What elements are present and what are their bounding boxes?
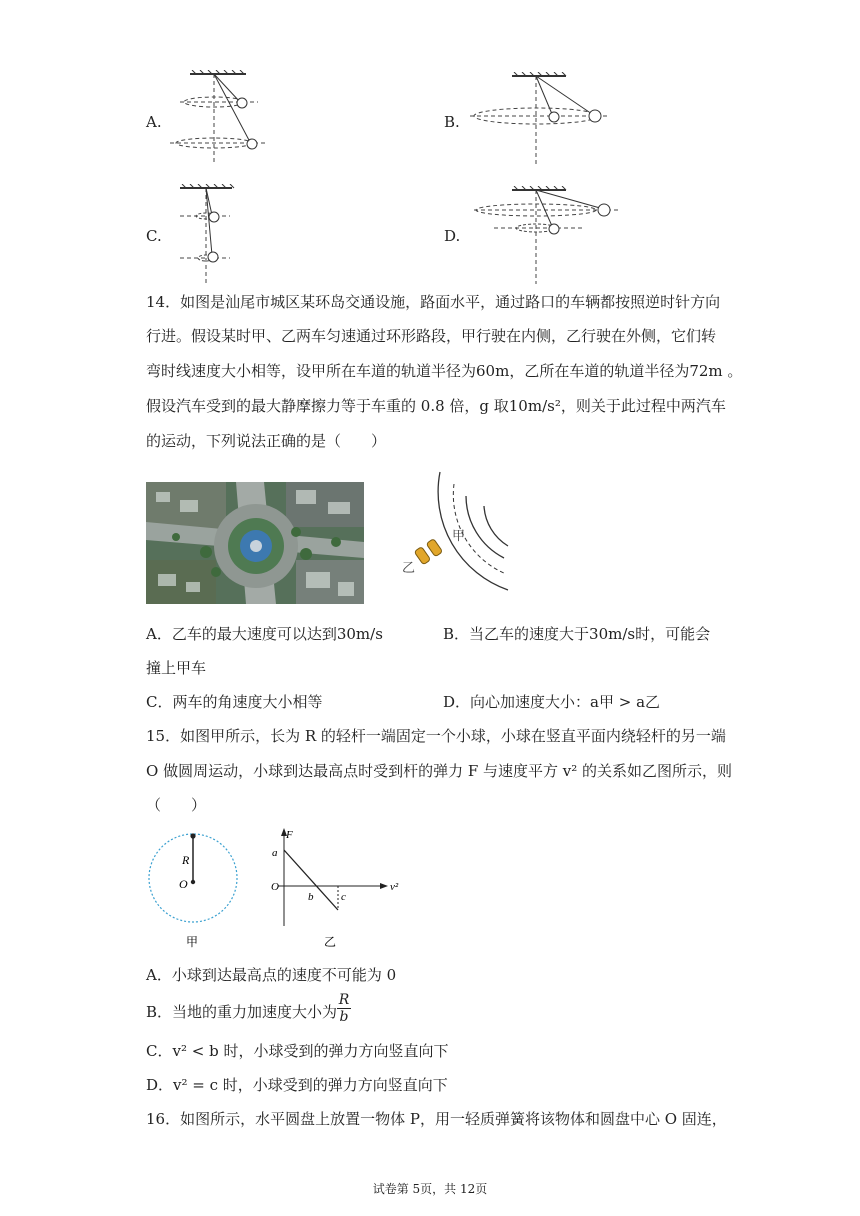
q14-line-3: 弯时线速度大小相等，设甲所在车道的轨道半径为60m，乙所在车道的轨道半径为72m 。 (146, 362, 743, 380)
option-c-label: C. (146, 227, 162, 245)
fraction-R-over-b (337, 992, 351, 1025)
fraction-numerator: R (338, 992, 350, 1008)
q15-line-3: （ ） (146, 796, 207, 814)
option-b-label: B. (444, 113, 460, 131)
graph-label-a: a (272, 847, 278, 859)
q15-option-a: A．小球到达最高点的速度不可能为 0 (146, 966, 397, 984)
q15-option-c: C．v² < b 时，小球受到的弹力方向竖直向下 (146, 1042, 449, 1060)
force-velocity-graph (268, 826, 408, 952)
page-footer: 试卷第 5页，共 12页 (372, 1182, 488, 1196)
option-d-label: D. (444, 227, 461, 245)
pendulum-figure-a (168, 70, 278, 162)
graph-label-c: c (341, 891, 346, 903)
track-label-yi: 乙 (402, 560, 416, 575)
fraction-denominator: b (339, 1009, 349, 1025)
graph-label-b: b (308, 891, 314, 903)
label-R: R (182, 853, 190, 867)
option-a-label: A. (146, 113, 162, 131)
q14-option-d: D．向心加速度大小：a甲 > a乙 (443, 693, 661, 711)
q15-line-2: O 做圆周运动，小球到达最高点时受到杆的弹力 F 与速度平方 v² 的关系如乙图所示，则 (146, 762, 733, 780)
fig1-caption: 甲 (186, 935, 199, 949)
pendulum-figure-b (470, 72, 620, 164)
pendulum-figure-d (474, 186, 624, 286)
q15-option-b (146, 1002, 337, 1022)
q14-line-2: 行进。假设某时甲、乙两车匀速通过环形路段，甲行驶在内侧，乙行驶在外侧，它们转 (146, 327, 717, 345)
rod-circle-figure (146, 830, 246, 952)
fig2-caption: 乙 (324, 935, 337, 949)
q14-option-a: A．乙车的最大速度可以达到30m/s (146, 625, 383, 643)
q15-option-d: D．v² = c 时，小球受到的弹力方向竖直向下 (146, 1076, 448, 1094)
q15-option-b-prefix: B．当地的重力加速度大小为 (146, 1003, 338, 1021)
axis-label-v2: v² (390, 881, 399, 893)
roundabout-aerial-photo (146, 482, 364, 604)
q15-line-1: 15．如图甲所示，长为 R 的轻杆一端固定一个小球，小球在竖直平面内绕轻杆的另一端 (146, 727, 726, 745)
q16-line-1: 16．如图所示，水平圆盘上放置一物体 P，用一轻质弹簧将该物体和圆盘中心 O 固连， (146, 1110, 727, 1128)
axis-label-F: F (286, 829, 293, 841)
q14-line-4: 假设汽车受到的最大静摩擦力等于车重的 0.8 倍，g 取10m/s²，则关于此过程中两汽车 (146, 397, 726, 415)
track-diagram (396, 470, 516, 596)
pendulum-figure-c (170, 184, 270, 286)
q14-option-b: B．当乙车的速度大于30m/s时，可能会 (443, 625, 711, 643)
graph-label-O: O (271, 881, 279, 893)
q14-option-c: C．两车的角速度大小相等 (146, 693, 323, 711)
label-O-fig1: O (179, 877, 188, 891)
q14-line-5: 的运动，下列说法正确的是（ ） (146, 432, 387, 450)
track-label-jia: 甲 (452, 528, 466, 543)
q14-line-1: 14．如图是汕尾市城区某环岛交通设施，路面水平，通过路口的车辆都按照逆时针方向 (146, 293, 721, 311)
q14-option-b-cont: 撞上甲车 (146, 659, 207, 677)
